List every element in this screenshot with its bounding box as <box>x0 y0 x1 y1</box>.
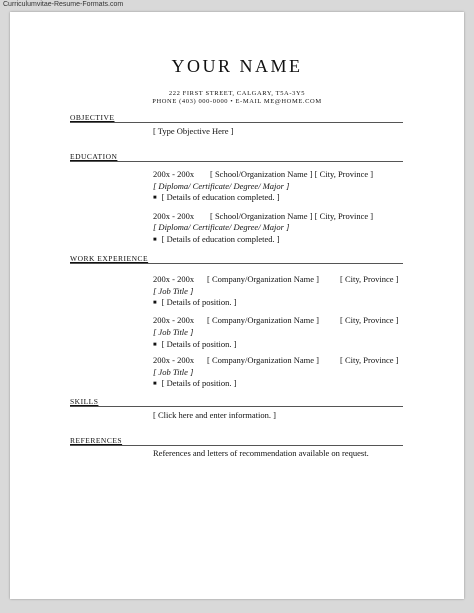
work-job-title[interactable]: [ Job Title ] <box>153 286 194 296</box>
watermark: Curriculumvitae-Resume-Formats.com <box>3 1 124 8</box>
work-location[interactable]: [ City, Province ] <box>340 315 399 325</box>
work-location[interactable]: [ City, Province ] <box>340 355 399 365</box>
work-detail[interactable]: ■ [ Details of position. ] <box>153 297 236 309</box>
education-degree[interactable]: [ Diploma/ Certificate/ Degree/ Major ] <box>153 181 290 191</box>
education-dates[interactable]: 200x - 200x <box>153 169 195 179</box>
education-dates[interactable]: 200x - 200x <box>153 211 195 221</box>
work-company[interactable]: [ Company/Organization Name ] <box>207 355 319 365</box>
work-detail[interactable]: ■ [ Details of position. ] <box>153 339 236 351</box>
education-degree[interactable]: [ Diploma/ Certificate/ Degree/ Major ] <box>153 222 290 232</box>
work-detail[interactable]: ■ [ Details of position. ] <box>153 378 236 390</box>
skills-text[interactable]: [ Click here and enter information. ] <box>153 410 276 420</box>
education-detail[interactable]: ■ [ Details of education completed. ] <box>153 192 280 204</box>
work-company[interactable]: [ Company/Organization Name ] <box>207 315 319 325</box>
objective-text[interactable]: [ Type Objective Here ] <box>153 126 234 136</box>
work-dates[interactable]: 200x - 200x <box>153 274 195 284</box>
education-school[interactable]: [ School/Organization Name ] [ City, Province ] <box>210 169 374 179</box>
objective-heading: OBJECTIVE <box>70 113 403 123</box>
work-dates[interactable]: 200x - 200x <box>153 355 195 365</box>
education-school[interactable]: [ School/Organization Name ] [ City, Province ] <box>210 211 374 221</box>
education-detail[interactable]: ■ [ Details of education completed. ] <box>153 234 280 246</box>
work-dates[interactable]: 200x - 200x <box>153 315 195 325</box>
education-heading: EDUCATION <box>70 152 403 162</box>
resume-name[interactable]: YOUR NAME <box>171 56 303 76</box>
skills-heading: SKILLS <box>70 397 403 407</box>
work-location[interactable]: [ City, Province ] <box>340 274 399 284</box>
work-company[interactable]: [ Company/Organization Name ] <box>207 274 319 284</box>
contact-line[interactable]: PHONE (403) 000-0000 • E-MAIL ME@HOME.COM <box>152 98 322 105</box>
work-job-title[interactable]: [ Job Title ] <box>153 327 194 337</box>
resume-page <box>10 12 464 599</box>
work-heading: WORK EXPERIENCE <box>70 254 403 264</box>
references-heading: REFERENCES <box>70 436 403 446</box>
address-line[interactable]: 222 FIRST STREET, CALGARY, T5A-3Y5 <box>168 90 306 97</box>
references-text[interactable]: References and letters of recommendation available on request. <box>153 448 369 458</box>
work-job-title[interactable]: [ Job Title ] <box>153 367 194 377</box>
